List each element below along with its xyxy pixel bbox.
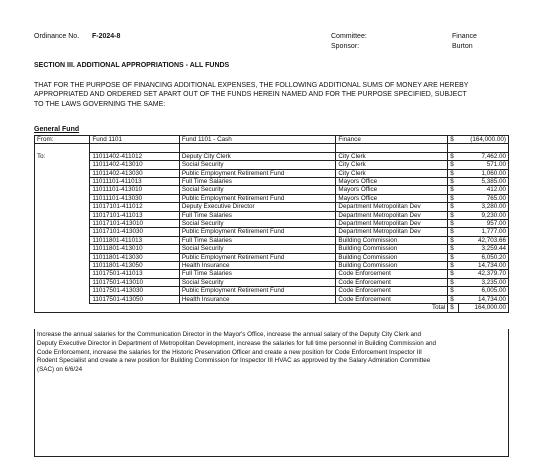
total-amount: 164,000.00	[458, 304, 508, 312]
table-row	[35, 169, 509, 177]
table-row	[35, 228, 509, 236]
amount-cell: 6,005.00	[458, 287, 508, 295]
intro-paragraph	[34, 81, 504, 109]
total-row	[35, 304, 509, 312]
currency-cell: $	[448, 236, 459, 244]
account-cell: 11017501-411013	[90, 270, 179, 278]
table-row	[35, 245, 509, 253]
currency-cell: $	[448, 194, 459, 202]
amount-cell: 765.00	[458, 194, 508, 202]
department-cell: Department Metropolitan Dev	[336, 203, 448, 211]
from-currency: $	[448, 136, 459, 144]
amount-cell: 1,060.00	[458, 169, 508, 177]
table-row	[35, 152, 509, 160]
description-cell: Deputy City Clerk	[179, 152, 336, 160]
table-row	[35, 287, 509, 295]
from-row	[35, 136, 509, 144]
description-cell: Public Employment Retirement Fund	[179, 287, 336, 295]
appropriations-table	[34, 135, 504, 313]
total-currency: $	[448, 304, 459, 312]
amount-cell: 42,703.66	[458, 236, 508, 244]
description-paragraph	[35, 329, 508, 377]
table-row	[35, 295, 509, 303]
currency-cell: $	[448, 228, 459, 236]
description-cell: Public Employment Retirement Fund	[179, 253, 336, 261]
account-cell: 11011801-413030	[90, 253, 179, 261]
account-cell: 11017101-413030	[90, 228, 179, 236]
spacer-row	[35, 144, 509, 152]
description-cell: Public Employment Retirement Fund	[179, 228, 336, 236]
table-row	[35, 270, 509, 278]
currency-cell: $	[448, 295, 459, 303]
department-cell: City Clerk	[336, 152, 448, 160]
department-cell: Building Commission	[336, 253, 448, 261]
amount-cell: 14,734.00	[458, 262, 508, 270]
table-row	[35, 253, 509, 261]
department-cell: Code Enforcement	[336, 287, 448, 295]
department-cell: Code Enforcement	[336, 295, 448, 303]
department-cell: Mayors Office	[336, 194, 448, 202]
currency-cell: $	[448, 245, 459, 253]
fund-title: General Fund	[34, 126, 80, 133]
table-row	[35, 211, 509, 219]
currency-cell: $	[448, 211, 459, 219]
description-line: Rodent Specialist and create a new position for Building Commission for Inspector III HVAC as approved by the Salary Admiration Committee	[37, 357, 431, 365]
amount-cell: 3,259.44	[458, 245, 508, 253]
description-cell: Full Time Salaries	[179, 236, 336, 244]
currency-cell: $	[448, 278, 459, 286]
department-cell: Mayors Office	[336, 186, 448, 194]
account-cell: 11011402-413030	[90, 169, 179, 177]
account-cell: 11011402-411012	[90, 152, 179, 160]
table-row	[35, 220, 509, 228]
description-line: Code Enforcement, increase the salaries for the Historic Preservation Officer and create a new position for Code Enforcement Inspector III	[37, 348, 422, 356]
department-cell: Building Commission	[336, 245, 448, 253]
sponsor-label: Sponsor:	[331, 43, 360, 50]
currency-cell: $	[448, 270, 459, 278]
ordinance-label: Ordinance No.	[34, 33, 80, 40]
account-cell: 11017101-411012	[90, 203, 179, 211]
department-cell: Code Enforcement	[336, 278, 448, 286]
account-cell: 11011801-413050	[90, 262, 179, 270]
sponsor-value: Burton	[452, 43, 473, 50]
total-label: Total	[336, 304, 448, 312]
account-cell: 11017101-411013	[90, 211, 179, 219]
table-row	[35, 278, 509, 286]
description-cell: Social Security	[179, 161, 336, 169]
description-cell: Social Security	[179, 186, 336, 194]
table-row	[35, 262, 509, 270]
department-cell: Department Metropolitan Dev	[336, 228, 448, 236]
account-cell: 11017101-413010	[90, 220, 179, 228]
department-cell: Department Metropolitan Dev	[336, 220, 448, 228]
amount-cell: 7,462.00	[458, 152, 508, 160]
from-department: Finance	[336, 136, 448, 144]
department-cell: Department Metropolitan Dev	[336, 211, 448, 219]
account-cell: 11017501-413030	[90, 287, 179, 295]
from-account: Fund 1101	[90, 136, 179, 144]
table-row	[35, 236, 509, 244]
committee-label: Committee:	[331, 33, 367, 40]
department-cell: Code Enforcement	[336, 270, 448, 278]
currency-cell: $	[448, 169, 459, 177]
description-cell: Social Security	[179, 278, 336, 286]
amount-cell: 6,050.20	[458, 253, 508, 261]
account-cell: 11011801-411013	[90, 236, 179, 244]
description-cell: Health Insurance	[179, 295, 336, 303]
intro-line: APPROPRIATED AND ORDERED SET APART OUT OF THE FUNDS HEREIN NAMED AND FOR THE PURPOSE SPECIFIED, SUBJECT	[34, 91, 467, 99]
department-cell: Building Commission	[336, 236, 448, 244]
department-cell: City Clerk	[336, 161, 448, 169]
to-label: To:	[35, 152, 90, 160]
description-cell: Public Employment Retirement Fund	[179, 169, 336, 177]
currency-cell: $	[448, 262, 459, 270]
table-row	[35, 161, 509, 169]
department-cell: Mayors Office	[336, 178, 448, 186]
from-label: From:	[35, 136, 90, 144]
amount-cell: 3,280.00	[458, 203, 508, 211]
amount-cell: 957.00	[458, 220, 508, 228]
account-cell: 11017501-413010	[90, 278, 179, 286]
description-cell: Social Security	[179, 220, 336, 228]
description-cell: Full Time Salaries	[179, 270, 336, 278]
from-amount: (164,000.00)	[458, 136, 508, 144]
currency-cell: $	[448, 203, 459, 211]
table-row	[35, 194, 509, 202]
account-cell: 11011101-413010	[90, 186, 179, 194]
table-row	[35, 178, 509, 186]
description-cell: Health Insurance	[179, 262, 336, 270]
table-row	[35, 186, 509, 194]
currency-cell: $	[448, 220, 459, 228]
amount-cell: 571.00	[458, 161, 508, 169]
ordinance-number: F-2024-8	[92, 33, 121, 40]
description-cell: Full Time Salaries	[179, 178, 336, 186]
intro-line: THAT FOR THE PURPOSE OF FINANCING ADDITIONAL EXPENSES, THE FOLLOWING ADDITIONAL SUMS OF MONEY ARE HEREBY	[34, 82, 469, 89]
account-cell: 11011801-413010	[90, 245, 179, 253]
account-cell: 11011402-413010	[90, 161, 179, 169]
description-line: (SAC) on 6/6/24	[37, 366, 83, 374]
description-cell: Deputy Executive Director	[179, 203, 336, 211]
table-row	[35, 203, 509, 211]
account-cell: 11017501-413050	[90, 295, 179, 303]
department-cell: Building Commission	[336, 262, 448, 270]
department-cell: City Clerk	[336, 169, 448, 177]
amount-cell: 14,734.00	[458, 295, 508, 303]
amount-cell: 5,385.00	[458, 178, 508, 186]
currency-cell: $	[448, 152, 459, 160]
description-cell: Public Employment Retirement Fund	[179, 194, 336, 202]
appropriation-description-box	[34, 329, 509, 457]
amount-cell: 3,235.00	[458, 278, 508, 286]
amount-cell: 42,379.70	[458, 270, 508, 278]
currency-cell: $	[448, 287, 459, 295]
committee-value: Finance	[452, 33, 477, 40]
account-cell: 11011101-411013	[90, 178, 179, 186]
description-cell: Full Time Salaries	[179, 211, 336, 219]
description-line: Increase the annual salaries for the Communication Director in the Mayor's Office, increase the annual salary of the Deputy City Clerk and	[37, 331, 421, 338]
currency-cell: $	[448, 161, 459, 169]
amount-cell: 9,230.00	[458, 211, 508, 219]
description-cell: Social Security	[179, 245, 336, 253]
currency-cell: $	[448, 186, 459, 194]
intro-line: TO THE LAWS GOVERNING THE SAME:	[34, 100, 166, 108]
from-description: Fund 1101 - Cash	[179, 136, 336, 144]
currency-cell: $	[448, 253, 459, 261]
section-title: SECTION III. ADDITIONAL APPROPRIATIONS - ALL FUNDS	[34, 62, 230, 69]
amount-cell: 412.00	[458, 186, 508, 194]
amount-cell: 1,777.00	[458, 228, 508, 236]
description-line: Deputy Executive Director in Department of Metropolitan Development, increase the salaries for full time personnel in Building Commission and	[37, 339, 436, 347]
account-cell: 11011101-413030	[90, 194, 179, 202]
currency-cell: $	[448, 178, 459, 186]
